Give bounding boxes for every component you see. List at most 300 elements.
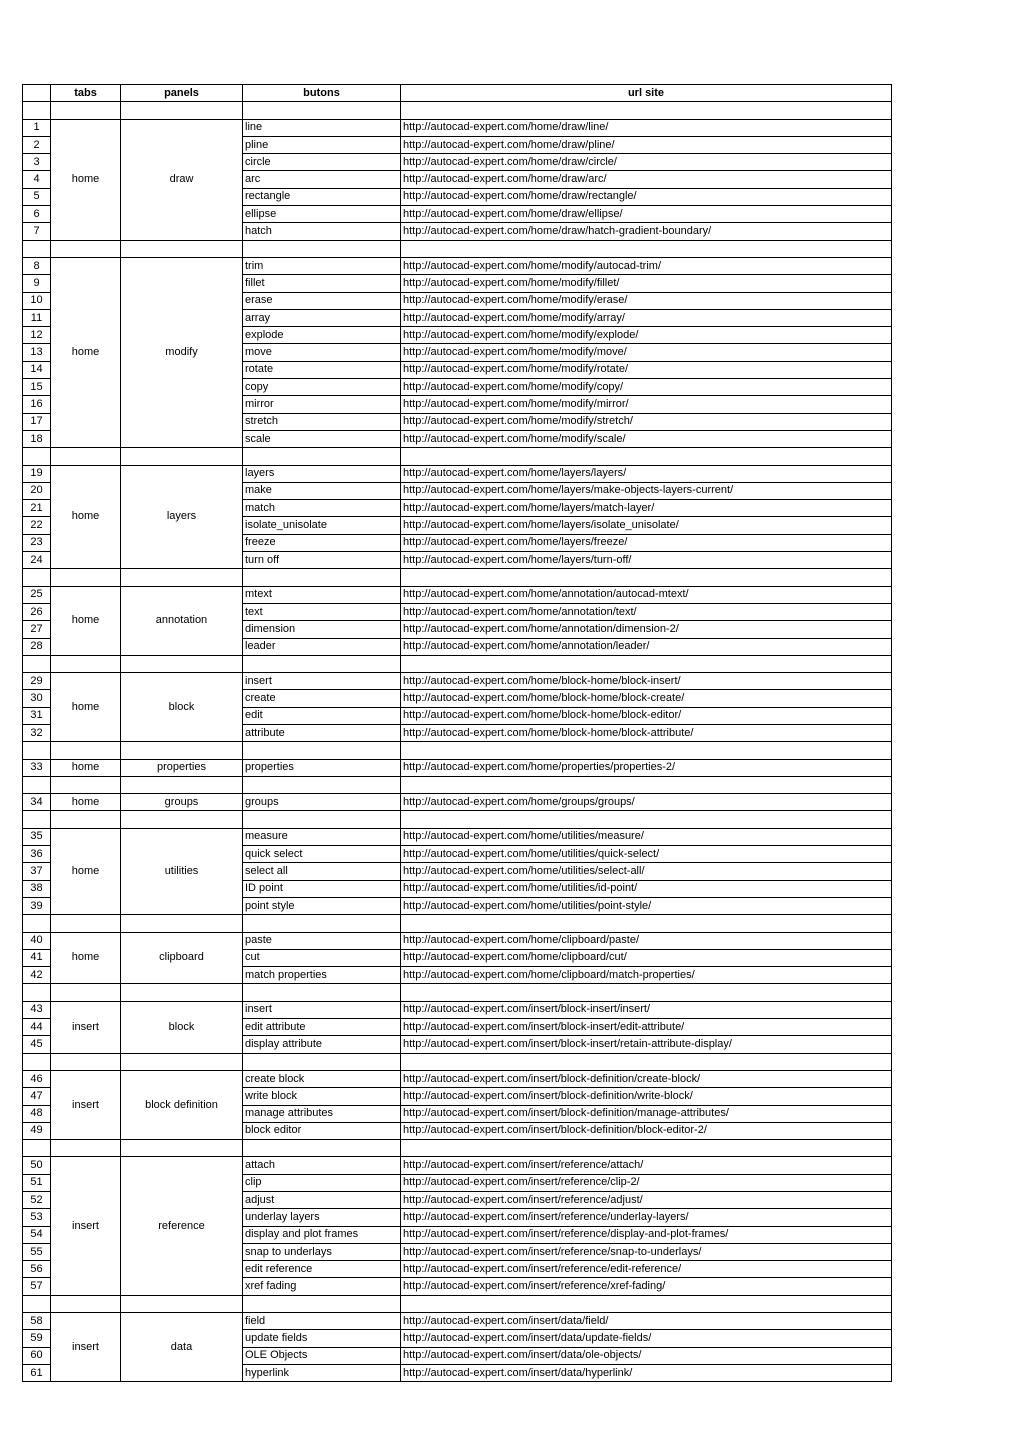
button-cell: erase xyxy=(243,292,401,309)
tab-cell: home xyxy=(51,119,121,240)
row-number: 48 xyxy=(23,1105,51,1122)
button-cell: leader xyxy=(243,638,401,655)
button-cell: hatch xyxy=(243,223,401,240)
empty-cell xyxy=(401,915,892,932)
url-cell: http://autocad-expert.com/home/layers/layers/ xyxy=(401,465,892,482)
row-number: 56 xyxy=(23,1261,51,1278)
panel-cell: utilities xyxy=(121,828,243,914)
url-cell: http://autocad-expert.com/home/clipboard/cut/ xyxy=(401,949,892,966)
row-number: 7 xyxy=(23,223,51,240)
button-cell: block editor xyxy=(243,1122,401,1139)
row-number: 5 xyxy=(23,188,51,205)
button-cell: xref fading xyxy=(243,1278,401,1295)
button-cell: line xyxy=(243,119,401,136)
empty-cell xyxy=(121,569,243,586)
row-number: 33 xyxy=(23,759,51,776)
tab-cell: home xyxy=(51,465,121,569)
url-cell: http://autocad-expert.com/home/block-home/block-insert/ xyxy=(401,673,892,690)
button-cell: OLE Objects xyxy=(243,1347,401,1364)
spacer-row xyxy=(23,1140,892,1157)
row-number: 46 xyxy=(23,1070,51,1087)
row-number: 37 xyxy=(23,863,51,880)
empty-cell xyxy=(23,655,51,672)
row-number: 9 xyxy=(23,275,51,292)
url-cell: http://autocad-expert.com/home/draw/circle/ xyxy=(401,154,892,171)
panel-cell: block definition xyxy=(121,1070,243,1139)
url-cell: http://autocad-expert.com/insert/block-definition/block-editor-2/ xyxy=(401,1122,892,1139)
button-cell: manage attributes xyxy=(243,1105,401,1122)
empty-cell xyxy=(121,915,243,932)
row-number: 38 xyxy=(23,880,51,897)
panel-cell: groups xyxy=(121,794,243,811)
empty-cell xyxy=(51,1053,121,1070)
button-cell: match properties xyxy=(243,967,401,984)
url-cell: http://autocad-expert.com/home/layers/match-layer/ xyxy=(401,500,892,517)
url-cell: http://autocad-expert.com/insert/reference/xref-fading/ xyxy=(401,1278,892,1295)
empty-cell xyxy=(401,742,892,759)
url-cell: http://autocad-expert.com/home/draw/hatch-gradient-boundary/ xyxy=(401,223,892,240)
url-cell: http://autocad-expert.com/insert/block-definition/manage-attributes/ xyxy=(401,1105,892,1122)
button-cell: rectangle xyxy=(243,188,401,205)
url-cell: http://autocad-expert.com/insert/block-definition/create-block/ xyxy=(401,1070,892,1087)
button-cell: field xyxy=(243,1313,401,1330)
url-cell: http://autocad-expert.com/home/draw/line/ xyxy=(401,119,892,136)
url-cell: http://autocad-expert.com/home/modify/move/ xyxy=(401,344,892,361)
row-number: 43 xyxy=(23,1001,51,1018)
tab-cell: insert xyxy=(51,1313,121,1382)
empty-cell xyxy=(401,984,892,1001)
spacer-row xyxy=(23,448,892,465)
button-cell: adjust xyxy=(243,1192,401,1209)
table-row xyxy=(23,257,892,274)
row-number: 53 xyxy=(23,1209,51,1226)
button-cell: properties xyxy=(243,759,401,776)
button-cell: hyperlink xyxy=(243,1364,401,1381)
row-number: 1 xyxy=(23,119,51,136)
header-url: url site xyxy=(401,85,892,102)
url-cell: http://autocad-expert.com/insert/data/update-fields/ xyxy=(401,1330,892,1347)
empty-cell xyxy=(401,102,892,119)
row-number: 25 xyxy=(23,586,51,603)
empty-cell xyxy=(243,915,401,932)
tab-cell: home xyxy=(51,257,121,447)
row-number: 36 xyxy=(23,846,51,863)
tab-cell: home xyxy=(51,759,121,776)
row-number: 28 xyxy=(23,638,51,655)
empty-cell xyxy=(51,448,121,465)
button-cell: fillet xyxy=(243,275,401,292)
row-number: 12 xyxy=(23,327,51,344)
url-cell: http://autocad-expert.com/home/modify/erase/ xyxy=(401,292,892,309)
row-number: 4 xyxy=(23,171,51,188)
button-cell: create block xyxy=(243,1070,401,1087)
row-number: 29 xyxy=(23,673,51,690)
url-cell: http://autocad-expert.com/home/draw/arc/ xyxy=(401,171,892,188)
row-number: 8 xyxy=(23,257,51,274)
panel-cell: block xyxy=(121,1001,243,1053)
row-number: 32 xyxy=(23,724,51,741)
button-cell: copy xyxy=(243,379,401,396)
empty-cell xyxy=(121,984,243,1001)
button-cell: underlay layers xyxy=(243,1209,401,1226)
panel-cell: properties xyxy=(121,759,243,776)
url-cell: http://autocad-expert.com/home/clipboard/paste/ xyxy=(401,932,892,949)
button-cell: attribute xyxy=(243,724,401,741)
empty-cell xyxy=(243,776,401,793)
table-row xyxy=(23,1001,892,1018)
button-cell: write block xyxy=(243,1088,401,1105)
button-cell: select all xyxy=(243,863,401,880)
table-row xyxy=(23,119,892,136)
url-cell: http://autocad-expert.com/home/draw/pline/ xyxy=(401,136,892,153)
url-cell: http://autocad-expert.com/home/properties/properties-2/ xyxy=(401,759,892,776)
row-number: 6 xyxy=(23,206,51,223)
button-cell: arc xyxy=(243,171,401,188)
button-cell: paste xyxy=(243,932,401,949)
empty-cell xyxy=(51,811,121,828)
header-row xyxy=(23,85,892,102)
tab-cell: home xyxy=(51,828,121,914)
button-cell: array xyxy=(243,309,401,326)
empty-cell xyxy=(243,811,401,828)
panel-cell: draw xyxy=(121,119,243,240)
url-cell: http://autocad-expert.com/home/modify/rotate/ xyxy=(401,361,892,378)
button-cell: edit reference xyxy=(243,1261,401,1278)
button-cell: quick select xyxy=(243,846,401,863)
row-number: 16 xyxy=(23,396,51,413)
empty-cell xyxy=(23,569,51,586)
url-cell: http://autocad-expert.com/home/utilities/select-all/ xyxy=(401,863,892,880)
row-number: 13 xyxy=(23,344,51,361)
empty-cell xyxy=(401,240,892,257)
button-cell: mtext xyxy=(243,586,401,603)
spacer-row xyxy=(23,915,892,932)
empty-cell xyxy=(121,776,243,793)
empty-cell xyxy=(401,655,892,672)
row-number: 49 xyxy=(23,1122,51,1139)
row-number: 31 xyxy=(23,707,51,724)
panel-cell: data xyxy=(121,1313,243,1382)
empty-cell xyxy=(401,1053,892,1070)
spacer-row xyxy=(23,655,892,672)
table-row xyxy=(23,1313,892,1330)
spacer-row xyxy=(23,776,892,793)
spacer-row xyxy=(23,569,892,586)
url-cell: http://autocad-expert.com/home/utilities/id-point/ xyxy=(401,880,892,897)
row-number: 61 xyxy=(23,1364,51,1381)
panel-cell: reference xyxy=(121,1157,243,1295)
url-cell: http://autocad-expert.com/home/modify/fillet/ xyxy=(401,275,892,292)
spacer-row xyxy=(23,1053,892,1070)
row-number: 54 xyxy=(23,1226,51,1243)
row-number: 14 xyxy=(23,361,51,378)
button-cell: stretch xyxy=(243,413,401,430)
url-cell: http://autocad-expert.com/home/layers/freeze/ xyxy=(401,534,892,551)
button-cell: edit attribute xyxy=(243,1019,401,1036)
button-cell: rotate xyxy=(243,361,401,378)
button-cell: cut xyxy=(243,949,401,966)
table-row xyxy=(23,586,892,603)
empty-cell xyxy=(23,448,51,465)
button-cell: match xyxy=(243,500,401,517)
url-cell: http://autocad-expert.com/home/utilities/quick-select/ xyxy=(401,846,892,863)
empty-cell xyxy=(243,448,401,465)
button-cell: clip xyxy=(243,1174,401,1191)
table-row xyxy=(23,794,892,811)
row-number: 40 xyxy=(23,932,51,949)
empty-cell xyxy=(23,984,51,1001)
table-row xyxy=(23,673,892,690)
row-number: 35 xyxy=(23,828,51,845)
url-cell: http://autocad-expert.com/home/modify/stretch/ xyxy=(401,413,892,430)
url-cell: http://autocad-expert.com/home/groups/groups/ xyxy=(401,794,892,811)
tab-cell: home xyxy=(51,932,121,984)
empty-cell xyxy=(243,742,401,759)
row-number: 22 xyxy=(23,517,51,534)
button-cell: circle xyxy=(243,154,401,171)
empty-cell xyxy=(243,1140,401,1157)
row-number: 59 xyxy=(23,1330,51,1347)
empty-cell xyxy=(243,240,401,257)
table-row xyxy=(23,828,892,845)
button-cell: pline xyxy=(243,136,401,153)
row-number: 18 xyxy=(23,430,51,447)
row-number: 23 xyxy=(23,534,51,551)
button-cell: freeze xyxy=(243,534,401,551)
row-number: 39 xyxy=(23,897,51,914)
row-number: 58 xyxy=(23,1313,51,1330)
url-cell: http://autocad-expert.com/insert/reference/edit-reference/ xyxy=(401,1261,892,1278)
url-cell: http://autocad-expert.com/home/utilities/point-style/ xyxy=(401,897,892,914)
table-row xyxy=(23,1070,892,1087)
empty-cell xyxy=(121,655,243,672)
row-number: 19 xyxy=(23,465,51,482)
empty-cell xyxy=(121,1053,243,1070)
url-cell: http://autocad-expert.com/home/modify/copy/ xyxy=(401,379,892,396)
button-cell: text xyxy=(243,603,401,620)
button-cell: mirror xyxy=(243,396,401,413)
empty-cell xyxy=(121,1295,243,1312)
table-row xyxy=(23,465,892,482)
button-cell: attach xyxy=(243,1157,401,1174)
url-cell: http://autocad-expert.com/home/layers/turn-off/ xyxy=(401,552,892,569)
button-cell: display and plot frames xyxy=(243,1226,401,1243)
url-cell: http://autocad-expert.com/insert/block-insert/edit-attribute/ xyxy=(401,1019,892,1036)
panel-cell: block xyxy=(121,673,243,742)
panel-cell: clipboard xyxy=(121,932,243,984)
url-cell: http://autocad-expert.com/insert/reference/adjust/ xyxy=(401,1192,892,1209)
empty-cell xyxy=(401,1140,892,1157)
empty-cell xyxy=(23,915,51,932)
row-number: 26 xyxy=(23,603,51,620)
url-cell: http://autocad-expert.com/home/block-home/block-attribute/ xyxy=(401,724,892,741)
empty-cell xyxy=(121,742,243,759)
spacer-row xyxy=(23,1295,892,1312)
row-number: 50 xyxy=(23,1157,51,1174)
header-panels: panels xyxy=(121,85,243,102)
empty-cell xyxy=(23,776,51,793)
url-cell: http://autocad-expert.com/insert/reference/snap-to-underlays/ xyxy=(401,1243,892,1260)
empty-cell xyxy=(401,811,892,828)
tab-cell: insert xyxy=(51,1001,121,1053)
button-cell: layers xyxy=(243,465,401,482)
button-cell: make xyxy=(243,482,401,499)
empty-cell xyxy=(121,811,243,828)
empty-cell xyxy=(51,776,121,793)
tab-cell: insert xyxy=(51,1070,121,1139)
empty-cell xyxy=(23,811,51,828)
row-number: 44 xyxy=(23,1019,51,1036)
url-cell: http://autocad-expert.com/home/block-home/block-create/ xyxy=(401,690,892,707)
header-tabs: tabs xyxy=(51,85,121,102)
url-cell: http://autocad-expert.com/insert/data/ole-objects/ xyxy=(401,1347,892,1364)
spacer-row xyxy=(23,811,892,828)
row-number: 42 xyxy=(23,967,51,984)
button-cell: edit xyxy=(243,707,401,724)
empty-cell xyxy=(121,102,243,119)
tab-cell: home xyxy=(51,586,121,655)
button-cell: point style xyxy=(243,897,401,914)
url-cell: http://autocad-expert.com/insert/block-insert/insert/ xyxy=(401,1001,892,1018)
empty-cell xyxy=(51,655,121,672)
url-cell: http://autocad-expert.com/home/utilities/measure/ xyxy=(401,828,892,845)
url-cell: http://autocad-expert.com/insert/data/hyperlink/ xyxy=(401,1364,892,1381)
table-row xyxy=(23,1157,892,1174)
row-number: 11 xyxy=(23,309,51,326)
row-number: 55 xyxy=(23,1243,51,1260)
empty-cell xyxy=(51,1140,121,1157)
row-number: 47 xyxy=(23,1088,51,1105)
row-number: 57 xyxy=(23,1278,51,1295)
panel-cell: modify xyxy=(121,257,243,447)
spacer-row xyxy=(23,102,892,119)
url-cell: http://autocad-expert.com/home/annotation/text/ xyxy=(401,603,892,620)
button-cell: insert xyxy=(243,673,401,690)
row-number: 15 xyxy=(23,379,51,396)
url-cell: http://autocad-expert.com/insert/reference/underlay-layers/ xyxy=(401,1209,892,1226)
empty-cell xyxy=(51,915,121,932)
table-row xyxy=(23,932,892,949)
tab-cell: home xyxy=(51,673,121,742)
empty-cell xyxy=(23,240,51,257)
button-cell: move xyxy=(243,344,401,361)
header-num xyxy=(23,85,51,102)
empty-cell xyxy=(243,569,401,586)
url-cell: http://autocad-expert.com/home/modify/mirror/ xyxy=(401,396,892,413)
tab-cell: home xyxy=(51,794,121,811)
button-cell: insert xyxy=(243,1001,401,1018)
empty-cell xyxy=(23,742,51,759)
button-cell: turn off xyxy=(243,552,401,569)
url-cell: http://autocad-expert.com/insert/block-insert/retain-attribute-display/ xyxy=(401,1036,892,1053)
spacer-row xyxy=(23,984,892,1001)
url-cell: http://autocad-expert.com/home/annotation/dimension-2/ xyxy=(401,621,892,638)
url-cell: http://autocad-expert.com/home/annotation/autocad-mtext/ xyxy=(401,586,892,603)
button-cell: scale xyxy=(243,430,401,447)
row-number: 27 xyxy=(23,621,51,638)
empty-cell xyxy=(51,1295,121,1312)
url-cell: http://autocad-expert.com/insert/reference/attach/ xyxy=(401,1157,892,1174)
empty-cell xyxy=(401,448,892,465)
row-number: 10 xyxy=(23,292,51,309)
spacer-row xyxy=(23,240,892,257)
empty-cell xyxy=(51,569,121,586)
button-cell: display attribute xyxy=(243,1036,401,1053)
url-cell: http://autocad-expert.com/insert/reference/display-and-plot-frames/ xyxy=(401,1226,892,1243)
empty-cell xyxy=(23,1140,51,1157)
row-number: 60 xyxy=(23,1347,51,1364)
button-cell: ellipse xyxy=(243,206,401,223)
spacer-row xyxy=(23,742,892,759)
tab-cell: insert xyxy=(51,1157,121,1295)
table-body xyxy=(23,102,892,1382)
autocad-links-table xyxy=(22,84,892,1382)
empty-cell xyxy=(51,984,121,1001)
url-cell: http://autocad-expert.com/home/modify/array/ xyxy=(401,309,892,326)
button-cell: create xyxy=(243,690,401,707)
empty-cell xyxy=(243,102,401,119)
url-cell: http://autocad-expert.com/home/layers/make-objects-layers-current/ xyxy=(401,482,892,499)
row-number: 34 xyxy=(23,794,51,811)
empty-cell xyxy=(401,1295,892,1312)
url-cell: http://autocad-expert.com/home/modify/autocad-trim/ xyxy=(401,257,892,274)
empty-cell xyxy=(243,655,401,672)
row-number: 21 xyxy=(23,500,51,517)
empty-cell xyxy=(121,1140,243,1157)
button-cell: update fields xyxy=(243,1330,401,1347)
empty-cell xyxy=(243,1053,401,1070)
url-cell: http://autocad-expert.com/home/draw/ellipse/ xyxy=(401,206,892,223)
row-number: 17 xyxy=(23,413,51,430)
row-number: 3 xyxy=(23,154,51,171)
empty-cell xyxy=(401,569,892,586)
button-cell: dimension xyxy=(243,621,401,638)
panel-cell: annotation xyxy=(121,586,243,655)
table-row xyxy=(23,759,892,776)
url-cell: http://autocad-expert.com/home/annotation/leader/ xyxy=(401,638,892,655)
button-cell: isolate_unisolate xyxy=(243,517,401,534)
url-cell: http://autocad-expert.com/insert/data/field/ xyxy=(401,1313,892,1330)
empty-cell xyxy=(121,240,243,257)
empty-cell xyxy=(401,776,892,793)
empty-cell xyxy=(243,984,401,1001)
empty-cell xyxy=(23,1295,51,1312)
button-cell: groups xyxy=(243,794,401,811)
panel-cell: layers xyxy=(121,465,243,569)
empty-cell xyxy=(23,102,51,119)
url-cell: http://autocad-expert.com/insert/block-definition/write-block/ xyxy=(401,1088,892,1105)
button-cell: ID point xyxy=(243,880,401,897)
button-cell: explode xyxy=(243,327,401,344)
empty-cell xyxy=(51,102,121,119)
url-cell: http://autocad-expert.com/home/modify/scale/ xyxy=(401,430,892,447)
url-cell: http://autocad-expert.com/home/layers/isolate_unisolate/ xyxy=(401,517,892,534)
row-number: 52 xyxy=(23,1192,51,1209)
url-cell: http://autocad-expert.com/home/modify/explode/ xyxy=(401,327,892,344)
url-cell: http://autocad-expert.com/insert/reference/clip-2/ xyxy=(401,1174,892,1191)
row-number: 45 xyxy=(23,1036,51,1053)
empty-cell xyxy=(51,240,121,257)
row-number: 41 xyxy=(23,949,51,966)
empty-cell xyxy=(121,448,243,465)
row-number: 20 xyxy=(23,482,51,499)
row-number: 30 xyxy=(23,690,51,707)
url-cell: http://autocad-expert.com/home/draw/rectangle/ xyxy=(401,188,892,205)
row-number: 2 xyxy=(23,136,51,153)
row-number: 24 xyxy=(23,552,51,569)
empty-cell xyxy=(243,1295,401,1312)
row-number: 51 xyxy=(23,1174,51,1191)
